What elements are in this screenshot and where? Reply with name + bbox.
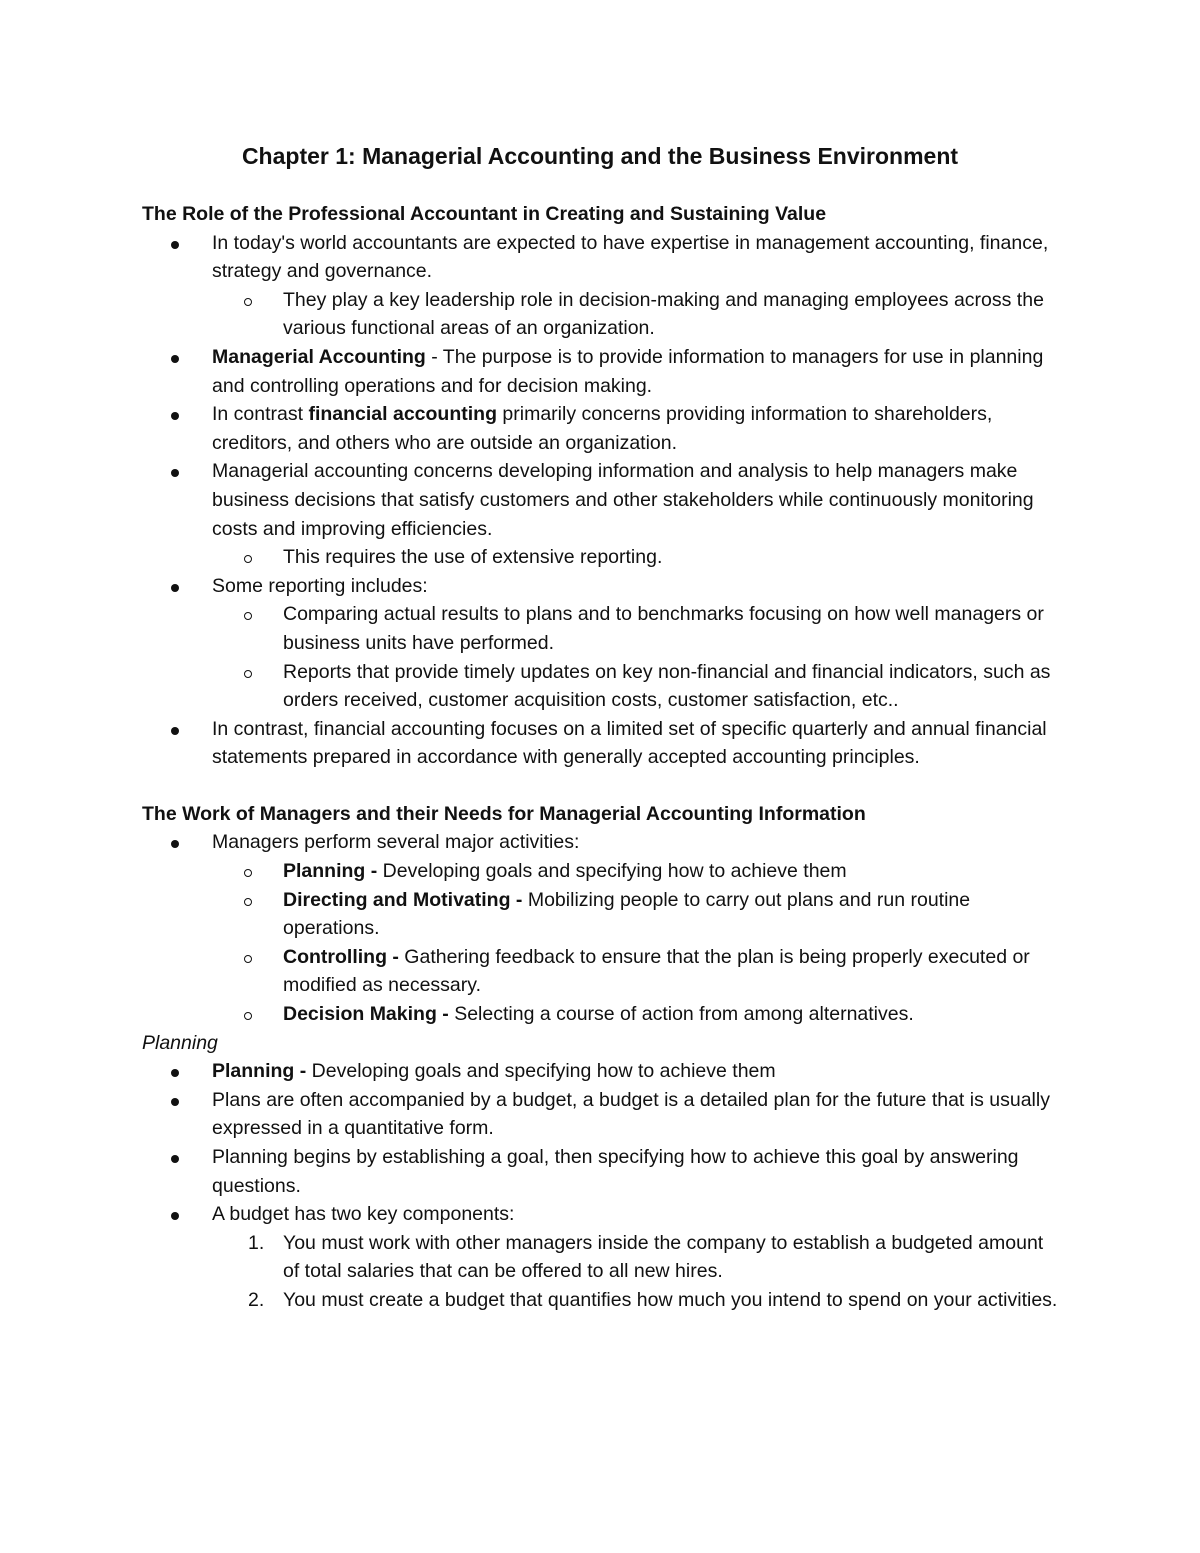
list-item-text: This requires the use of extensive reporting. <box>283 546 663 569</box>
list-item-text: Reports that provide timely updates on key non-financial and financial indicators, such as orders received, customer acquisition costs, customer satisfaction, etc.. <box>283 660 1051 712</box>
list-item-text: Managerial accounting concerns developing information and analysis to help managers make business decisions that satisfy customers and other stakeholders while continuously monitoring costs and improving efficiencies. <box>212 460 1034 540</box>
list-item <box>142 1000 1062 1029</box>
bullet-icon <box>171 229 179 258</box>
list-item-text: Planning begins by establishing a goal, then specifying how to achieve this goal by answering questions. <box>212 1146 1019 1197</box>
list-item <box>142 828 1062 857</box>
circle-bullet-icon <box>244 943 252 972</box>
circle-bullet-icon <box>244 543 252 572</box>
bullet-icon <box>171 400 179 429</box>
item-number: 2. <box>248 1288 265 1311</box>
bullet-icon <box>171 1057 179 1086</box>
circle-bullet-icon <box>244 286 252 315</box>
section-heading-role: The Role of the Professional Accountant in Creating and Sustaining Value <box>142 203 827 225</box>
list-item <box>142 857 1062 886</box>
bullet-icon <box>171 1200 179 1229</box>
list-item <box>142 343 1062 400</box>
list-item-text: In today's world accountants are expected to have expertise in management accounting, finance, strategy and governance. <box>212 231 1049 283</box>
list-item <box>142 457 1062 543</box>
list-item <box>142 600 1062 657</box>
circle-bullet-icon <box>244 857 252 886</box>
list-item <box>142 658 1062 715</box>
list-item <box>142 943 1062 1000</box>
list-item-text: You must work with other managers inside the company to establish a budgeted amount of total salaries that can be offered to all new hires. <box>283 1231 1044 1283</box>
list-item <box>142 229 1062 286</box>
bullet-icon <box>171 457 179 486</box>
term-managerial-accounting: Managerial Accounting <box>212 345 426 368</box>
list-item <box>142 1143 1062 1200</box>
bullet-icon <box>171 343 179 372</box>
list-item-text: primarily concerns providing information to shareholders, creditors, and others who are outside an organization. <box>212 403 993 454</box>
list-item <box>142 715 1062 772</box>
circle-bullet-icon <box>244 600 252 629</box>
list-item-text: In contrast, financial accounting focuses on a limited set of specific quarterly and annual financial statements prepared in accordance with generally accepted accounting principles. <box>212 717 1047 769</box>
section-spacer <box>142 772 1062 800</box>
list-item-text: Gathering feedback to ensure that the plan is being properly executed or modified as necessary. <box>283 945 1030 997</box>
circle-bullet-icon <box>244 658 252 687</box>
document-body <box>142 200 1062 1315</box>
list-item <box>142 286 1062 343</box>
list-item <box>142 1200 1062 1229</box>
list-item-text: Managers perform several major activities: <box>212 831 580 854</box>
numbered-item <box>142 1229 1062 1286</box>
item-number: 1. <box>248 1231 265 1254</box>
list-item-text: Developing goals and specifying how to achieve them <box>306 1060 776 1083</box>
term-financial-accounting: financial accounting <box>308 403 497 426</box>
bullet-icon <box>171 572 179 601</box>
term-planning: Planning - <box>283 860 378 883</box>
term-planning: Planning - <box>212 1060 307 1083</box>
list-item-text: Mobilizing people to carry out plans and run routine operations. <box>283 888 971 940</box>
list-item-text: You must create a budget that quantifies how much you intend to spend on your activities. <box>283 1288 1058 1311</box>
circle-bullet-icon <box>244 886 252 915</box>
list-item-text: In contrast <box>212 403 309 426</box>
list-item-text: They play a key leadership role in decision-making and managing employees across the various functional areas of an organization. <box>283 288 1044 340</box>
list-item-text: - The purpose is to provide information to managers for use in planning and controlling operations and for decision making. <box>212 345 1044 397</box>
term-decision-making: Decision Making - <box>283 1003 449 1026</box>
bullet-icon <box>171 715 179 744</box>
circle-bullet-icon <box>244 1000 252 1029</box>
list-item <box>142 1086 1062 1143</box>
list-item <box>142 543 1062 572</box>
numbered-item <box>142 1286 1062 1315</box>
bullet-icon <box>171 1086 179 1115</box>
list-item-text: Selecting a course of action from among alternatives. <box>448 1003 914 1026</box>
term-directing: Directing and Motivating - <box>283 888 523 911</box>
term-controlling: Controlling - <box>283 945 399 968</box>
section-heading-work-of-managers: The Work of Managers and their Needs for Managerial Accounting Information <box>142 802 866 825</box>
list-item <box>142 886 1062 943</box>
chapter-title: Chapter 1: Managerial Accounting and the Business Environment <box>241 143 959 169</box>
list-item <box>142 1057 1062 1086</box>
list-item <box>142 572 1062 601</box>
list-item-text: A budget has two key components: <box>212 1203 515 1226</box>
bullet-icon <box>171 1143 179 1172</box>
list-item-text: Comparing actual results to plans and to benchmarks focusing on how well managers or business units have performed. <box>283 603 1044 654</box>
bullet-icon <box>171 828 179 857</box>
list-item-text: Developing goals and specifying how to achieve them <box>377 860 847 883</box>
list-item-text: Some reporting includes: <box>212 574 428 597</box>
subheading-planning: Planning <box>142 1031 218 1054</box>
list-item <box>142 400 1062 457</box>
list-item-text: Plans are often accompanied by a budget, a budget is a detailed plan for the future that is usually expressed in a quantitative form. <box>212 1088 1050 1140</box>
